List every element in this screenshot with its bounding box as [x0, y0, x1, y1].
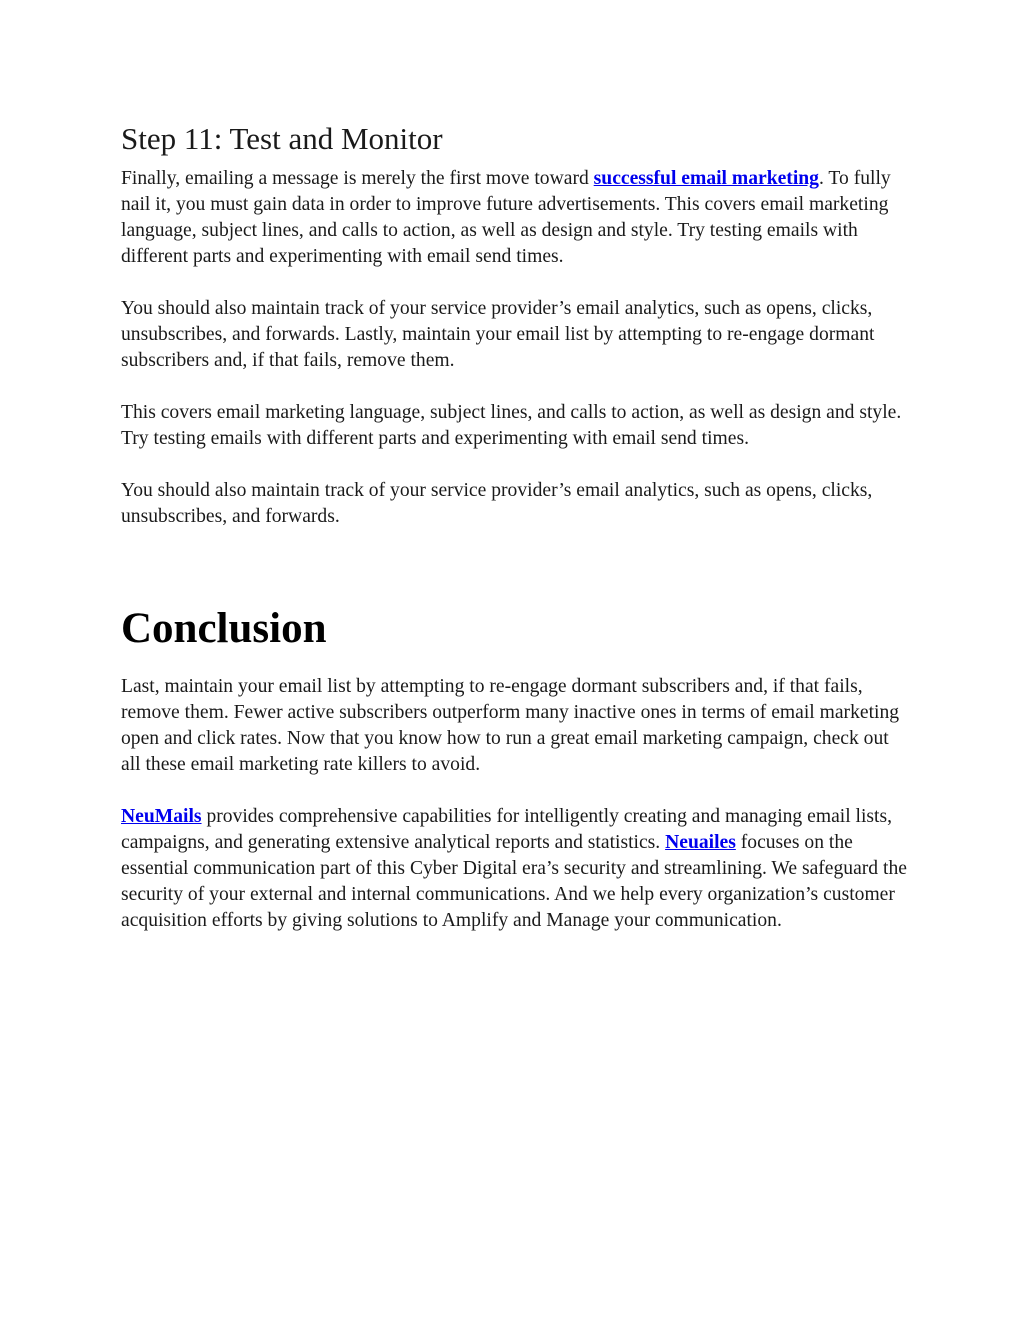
conclusion-heading: Conclusion — [121, 605, 327, 652]
document-page — [121, 118, 911, 960]
step-heading: Step 11: Test and Monitor — [121, 121, 443, 156]
successful-email-marketing-link[interactable]: successful email marketing — [593, 168, 819, 189]
step-p1-text-after: . To fully nail it, you must gain data in order to improve future advertisements. This covers email marketing language, subject lines, and calls to action, as well as design and style. Try testing emails with different parts and experimenting with email send times. — [121, 168, 891, 267]
step-p1-text-before: Finally, emailing a message is merely the first move toward — [121, 168, 594, 189]
conclusion-p2-text-2: focuses on the essential communication part of this Cyber Digital era’s security and streamlining. We safeguard the security of your external and internal communications. And we help every organization’s customer acquisition efforts by giving solutions to Amplify and Manage your communication. — [121, 832, 907, 931]
conclusion-paragraph-2 — [121, 804, 911, 934]
step-paragraph-2: You should also maintain track of your service provider’s email analytics, such as opens, clicks, unsubscribes, and forwards. Lastly, maintain your email list by attempting to re-engage dormant subscribers and, if that fails, remove them. — [121, 298, 875, 371]
conclusion-p2-text-1: provides comprehensive capabilities for intelligently creating and managing email lists, campaigns, and generating extensive analytical reports and statistics. — [121, 806, 893, 853]
neuailes-link[interactable]: Neuailes — [665, 832, 736, 853]
conclusion-paragraph-1: Last, maintain your email list by attempting to re-engage dormant subscribers and, if that fails, remove them. Fewer active subscribers outperform many inactive ones in terms of email marketing open and click rates. Now that you know how to run a great email marketing campaign, check out all these email marketing rate killers to avoid. — [121, 676, 900, 775]
step-paragraph-3: This covers email marketing language, subject lines, and calls to action, as well as design and style. Try testing emails with different parts and experimenting with email send times. — [121, 402, 902, 449]
step-paragraph-1 — [121, 166, 911, 270]
neumails-link[interactable]: NeuMails — [121, 806, 202, 827]
step-paragraph-4: You should also maintain track of your service provider’s email analytics, such as opens, clicks, unsubscribes, and forwards. — [121, 480, 873, 527]
